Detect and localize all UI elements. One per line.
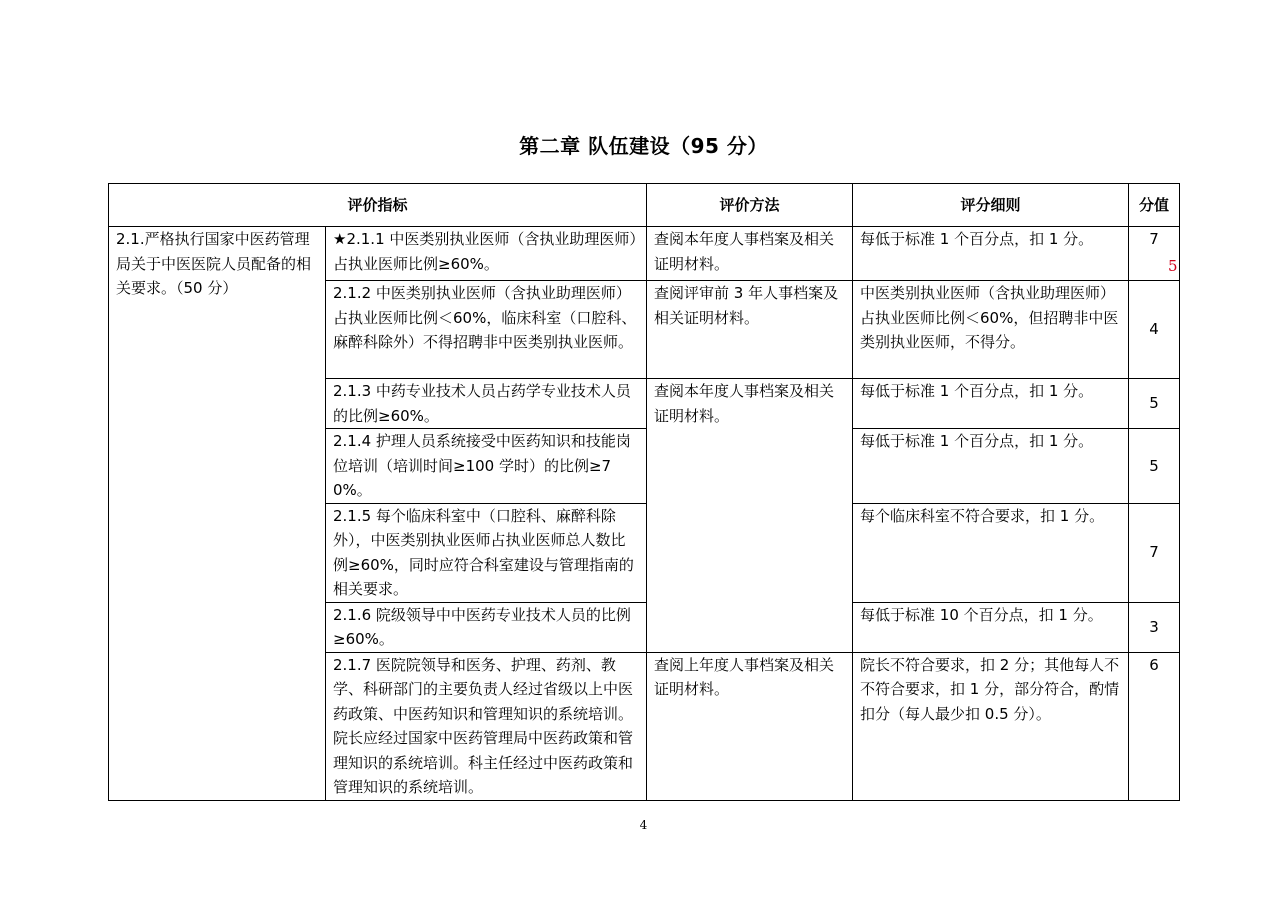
rule-cell: 院长不符合要求，扣 2 分；其他每人不不符合要求，扣 1 分，部分符合，酌情扣分（每人最少扣 0.5 分）。 <box>853 652 1129 800</box>
item-cell: 2.1.6 院级领导中中医药专业技术人员的比例≥60%。 <box>326 602 647 652</box>
page-number: 4 <box>639 818 648 832</box>
category-cell: 2.1.严格执行国家中医药管理局关于中医医院人员配备的相关要求。（50 分） <box>109 227 326 801</box>
header-rules: 评分细则 <box>853 184 1129 227</box>
rule-cell: 每个临床科室不符合要求，扣 1 分。 <box>853 503 1129 602</box>
item-cell: ★2.1.1 中医类别执业医师（含执业助理医师）占执业医师比例≥60%。 <box>326 227 647 281</box>
item-cell: 2.1.2 中医类别执业医师（含执业助理医师）占执业医师比例＜60%，临床科室（口腔科、麻醉科除外）不得招聘非中医类别执业医师。 <box>326 281 647 379</box>
table-header-row <box>109 184 1180 227</box>
score-cell: 6 <box>1129 652 1180 800</box>
rule-cell: 每低于标准 10 个百分点，扣 1 分。 <box>853 602 1129 652</box>
evaluation-table <box>108 183 1180 801</box>
method-cell: 查阅评审前 3 年人事档案及相关证明材料。 <box>647 281 853 379</box>
item-cell: 2.1.5 每个临床科室中（口腔科、麻醉科除外），中医类别执业医师占执业医师总人数比例≥60%，同时应符合科室建设与管理指南的相关要求。 <box>326 503 647 602</box>
method-cell: 查阅本年度人事档案及相关证明材料。 <box>647 227 853 281</box>
page-title: 第二章 队伍建设（95 分） <box>519 134 768 158</box>
rule-cell: 每低于标准 1 个百分点，扣 1 分。 <box>853 429 1129 504</box>
item-cell: 2.1.3 中药专业技术人员占药学专业技术人员的比例≥60%。 <box>326 379 647 429</box>
margin-annotation: 5 <box>1168 257 1178 275</box>
score-cell: 7 <box>1129 503 1180 602</box>
score-cell: 3 <box>1129 602 1180 652</box>
table-row <box>109 227 1180 281</box>
item-cell: 2.1.4 护理人员系统接受中医药知识和技能岗位培训（培训时间≥100 学时）的比例≥70%。 <box>326 429 647 504</box>
item-cell: 2.1.7 医院院领导和医务、护理、药剂、教学、科研部门的主要负责人经过省级以上中医药政策、中医药知识和管理知识的系统培训。院长应经过国家中医药管理局中医药政策和管理知识的系统培训。科主任经过中医药政策和管理知识的系统培训。 <box>326 652 647 800</box>
rule-cell: 每低于标准 1 个百分点，扣 1 分。 <box>853 227 1129 281</box>
header-indicator: 评价指标 <box>109 184 647 227</box>
score-cell: 7 <box>1129 227 1180 281</box>
score-cell: 5 <box>1129 429 1180 504</box>
method-cell: 查阅本年度人事档案及相关证明材料。 <box>647 379 853 653</box>
header-score: 分值 <box>1129 184 1180 227</box>
method-cell: 查阅上年度人事档案及相关证明材料。 <box>647 652 853 800</box>
score-cell: 5 <box>1129 379 1180 429</box>
rule-cell: 中医类别执业医师（含执业助理医师）占执业医师比例＜60%，但招聘非中医类别执业医师，不得分。 <box>853 281 1129 379</box>
rule-cell: 每低于标准 1 个百分点，扣 1 分。 <box>853 379 1129 429</box>
header-method: 评价方法 <box>647 184 853 227</box>
score-cell: 4 <box>1129 281 1180 379</box>
